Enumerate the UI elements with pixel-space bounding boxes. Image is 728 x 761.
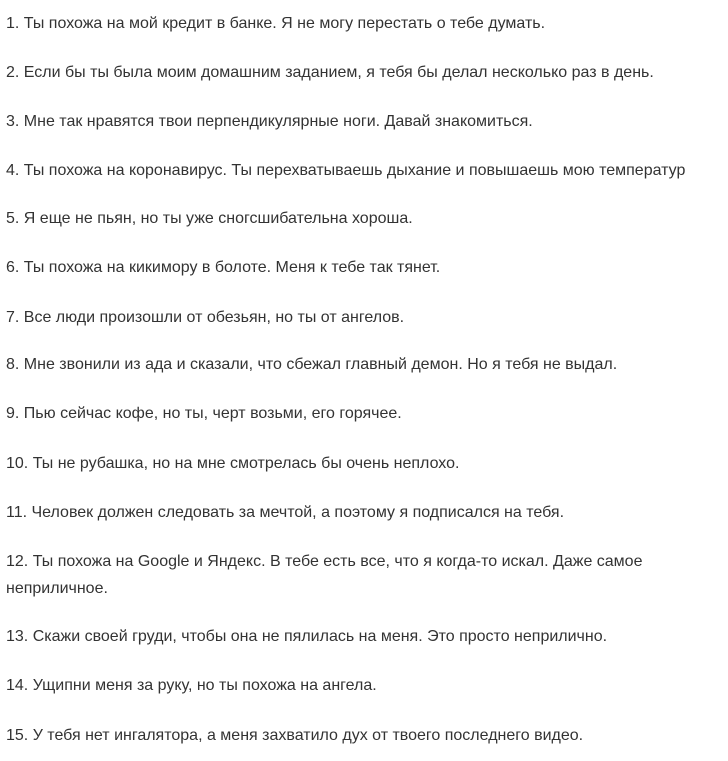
list-item-6: 6. Ты похожа на кикимору в болоте. Меня к тебе так тянет. — [6, 259, 441, 276]
list-item-15: 15. У тебя нет ингалятора, а меня захватило дух от твоего последнего видео. — [6, 727, 584, 744]
list-item-9: 9. Пью сейчас кофе, но ты, черт возьми, его горячее. — [6, 405, 402, 422]
list-item-11: 11. Человек должен следовать за мечтой, а поэтому я подписался на тебя. — [6, 504, 565, 521]
list-item-13: 13. Скажи своей груди, чтобы она не пялилась на меня. Это просто неприлично. — [6, 628, 608, 645]
list-item-3: 3. Мне так нравятся твои перпендикулярные ноги. Давай знакомиться. — [6, 113, 533, 130]
list-item-14: 14. Ущипни меня за руку, но ты похожа на ангела. — [6, 677, 377, 694]
list-item-12: 12. Ты похожа на Google и Яндекс. В тебе есть все, что я когда-то искал. Даже самое — [6, 553, 643, 570]
list-item-7: 7. Все люди произошли от обезьян, но ты от ангелов. — [6, 309, 405, 326]
list-item-12-continued: неприличное. — [6, 580, 108, 597]
list-item-5: 5. Я еще не пьян, но ты уже сногсшибательна хороша. — [6, 210, 413, 227]
list-item-2: 2. Если бы ты была моим домашним заданием, я тебя бы делал несколько раз в день. — [6, 64, 654, 81]
list-item-8: 8. Мне звонили из ада и сказали, что сбежал главный демон. Но я тебя не выдал. — [6, 356, 618, 373]
list-item-1: 1. Ты похожа на мой кредит в банке. Я не могу перестать о тебе думать. — [6, 15, 546, 32]
list-item-4: 4. Ты похожа на коронавирус. Ты перехватываешь дыхание и повышаешь мою температур — [6, 162, 686, 179]
list-item-10: 10. Ты не рубашка, но на мне смотрелась бы очень неплохо. — [6, 455, 460, 472]
